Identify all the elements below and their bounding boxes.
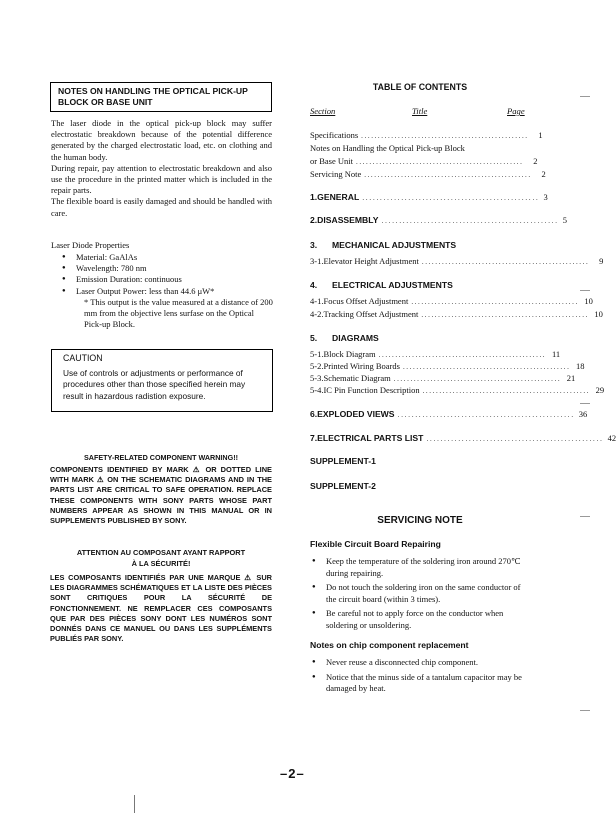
notes-paragraph: The laser diode in the optical pick-up block may suffer electrostatic breakdown because of the potential difference generated by the charged electrostatic load, etc. on clothing and the human body. bbox=[51, 118, 272, 162]
toc-section: 2. DISASSEMBLY .................................................. 5 bbox=[310, 215, 567, 225]
servicing-note-title: SERVICING NOTE bbox=[377, 515, 463, 526]
toc-entry: 3-1. Elevator Height Adjustment .................................................. 9 bbox=[310, 256, 604, 266]
toc-entry: 4-1. Focus Offset Adjustment .................................................. 10 bbox=[310, 296, 593, 306]
toc-section: 5. DIAGRAMS bbox=[310, 333, 379, 343]
toc-section: 1. GENERAL .................................................. 3 bbox=[310, 192, 548, 202]
chip-replacement-title: Notes on chip component replacement bbox=[310, 640, 469, 650]
margin-mark bbox=[580, 96, 590, 97]
list-item: ● Emission Duration: continuous bbox=[62, 274, 274, 285]
toc-col-page: Page bbox=[507, 106, 525, 116]
flex-board-list bbox=[310, 556, 530, 635]
toc-entry: 5-2. Printed Wiring Boards .................................................. 18 bbox=[310, 361, 585, 371]
toc-entry: Servicing Note .................................................. 2 bbox=[310, 169, 546, 179]
toc-section: 4. ELECTRICAL ADJUSTMENTS bbox=[310, 280, 453, 290]
margin-mark bbox=[580, 290, 590, 291]
list-item: ● Wavelength: 780 nm bbox=[62, 263, 274, 274]
toc-col-title: Title bbox=[412, 106, 428, 116]
toc-supplement-2: SUPPLEMENT-2 bbox=[310, 481, 376, 491]
caution-text: Use of controls or adjustments or performance of procedures other than those specified herein may result in hazardous radistion exposure. bbox=[63, 368, 246, 401]
toc-section: 3. MECHANICAL ADJUSTMENTS bbox=[310, 240, 457, 250]
toc-entry: or Base Unit .................................................. 2 bbox=[310, 156, 538, 166]
laser-properties-list bbox=[62, 252, 274, 330]
list-item: ● Laser Output Power: less than 44.6 μW* bbox=[62, 286, 274, 297]
attention-title-line2: À LA SÉCURITÉ! bbox=[131, 558, 191, 568]
safety-warning-title: SAFETY-RELATED COMPONENT WARNING!! bbox=[84, 453, 238, 462]
list-item: ● Be careful not to apply force on the conductor when soldering or unsoldering. bbox=[310, 608, 530, 631]
toc-entry: Specifications .................................................. 1 bbox=[310, 130, 543, 140]
flex-board-title: Flexible Circuit Board Repairing bbox=[310, 539, 441, 549]
attention-text: LES COMPOSANTS IDENTIFIÉS PAR UNE MARQUE ⚠ SUR LES DIAGRAMMES SCHÉMATIQUES ET LA LISTE DES PIÈCES SONT CRITIQUES POUR LA SÉCURITÉ DE FONCTIONNEMENT. NE REMPLACER CES COMPOSANTS QUE PAR DES PIÈCES SONY DONT LES NUMÉROS SONT DONNÉS DANS CE MANUEL OU DANS LES SUPPLÉMENTS PUBLIÉS PAR SONY. bbox=[50, 573, 272, 644]
toc-title: TABLE OF CONTENTS bbox=[372, 82, 468, 92]
notes-paragraph: The flexible board is easily damaged and should be handled with care. bbox=[51, 196, 272, 218]
toc-entry: 5-4. IC Pin Function Description .................................................. 29 bbox=[310, 385, 605, 395]
list-item: ● Material: GaAlAs bbox=[62, 252, 274, 263]
notes-heading-line1: NOTES ON HANDLING THE OPTICAL PICK-UP bbox=[58, 86, 248, 96]
toc-entry: Notes on Handling the Optical Pick-up Block bbox=[310, 143, 465, 153]
list-item: ● Never reuse a disconnected chip component. bbox=[310, 657, 530, 669]
toc-col-section: Section bbox=[310, 106, 336, 116]
notes-heading-line2: BLOCK OR BASE UNIT bbox=[58, 97, 153, 107]
toc-section: 7. ELECTRICAL PARTS LIST .................................................. 42 bbox=[310, 433, 616, 443]
list-item: ● Notice that the minus side of a tantalum capacitor may be damaged by heat. bbox=[310, 672, 530, 695]
margin-mark bbox=[580, 710, 590, 711]
notes-heading-box bbox=[50, 82, 272, 112]
laser-properties-title: Laser Diode Properties bbox=[51, 240, 130, 250]
laser-output-note: * This output is the value measured at a distance of 200 mm from the objective lens surfase on the Optical Pick-up Block. bbox=[84, 296, 273, 330]
safety-warning-text: COMPONENTS IDENTIFIED BY MARK ⚠ OR DOTTED LINE WITH MARK ⚠ ON THE SCHEMATIC DIAGRAMS AND IN THE PARTS LIST ARE CRITICAL TO SAFE OPERATION. REPLACE THESE COMPONENTS WITH SONY PARTS WHOSE PART NUMBERS APPEAR AS SHOWN IN THIS MANUAL OR IN SUPPLEMENTS PUBLISHED BY SONY. bbox=[50, 465, 272, 526]
list-item: ● Do not touch the soldering iron on the same conductor of the circuit board (within 3 times). bbox=[310, 582, 530, 605]
margin-mark bbox=[580, 403, 590, 404]
caution-box bbox=[51, 349, 273, 412]
toc-entry: 4-2. Tracking Offset Adjustment .................................................. 10 bbox=[310, 309, 603, 319]
chip-replacement-list bbox=[310, 657, 530, 698]
notes-body bbox=[51, 118, 272, 219]
margin-mark bbox=[580, 516, 590, 517]
attention-title-line1: ATTENTION AU COMPOSANT AYANT RAPPORT bbox=[76, 548, 246, 557]
list-item: ● Keep the temperature of the soldering iron around 270℃ during repairing. bbox=[310, 556, 530, 579]
toc-entry: 5-3. Schematic Diagram .................................................. 21 bbox=[310, 373, 576, 383]
page-number: –2– bbox=[280, 766, 305, 781]
attention-title bbox=[50, 548, 272, 569]
toc-entry: 5-1. Block Diagram .................................................. 11 bbox=[310, 349, 561, 359]
toc-supplement-1: SUPPLEMENT-1 bbox=[310, 456, 376, 466]
notes-paragraph: During repair, pay attention to electrostatic breakdown and also use the procedure in the printed matter which is included in the repair parts. bbox=[51, 162, 272, 196]
caution-title: CAUTION bbox=[63, 353, 103, 363]
scan-edge-line bbox=[134, 795, 135, 813]
toc-section: 6. EXPLODED VIEWS .................................................. 36 bbox=[310, 409, 588, 419]
